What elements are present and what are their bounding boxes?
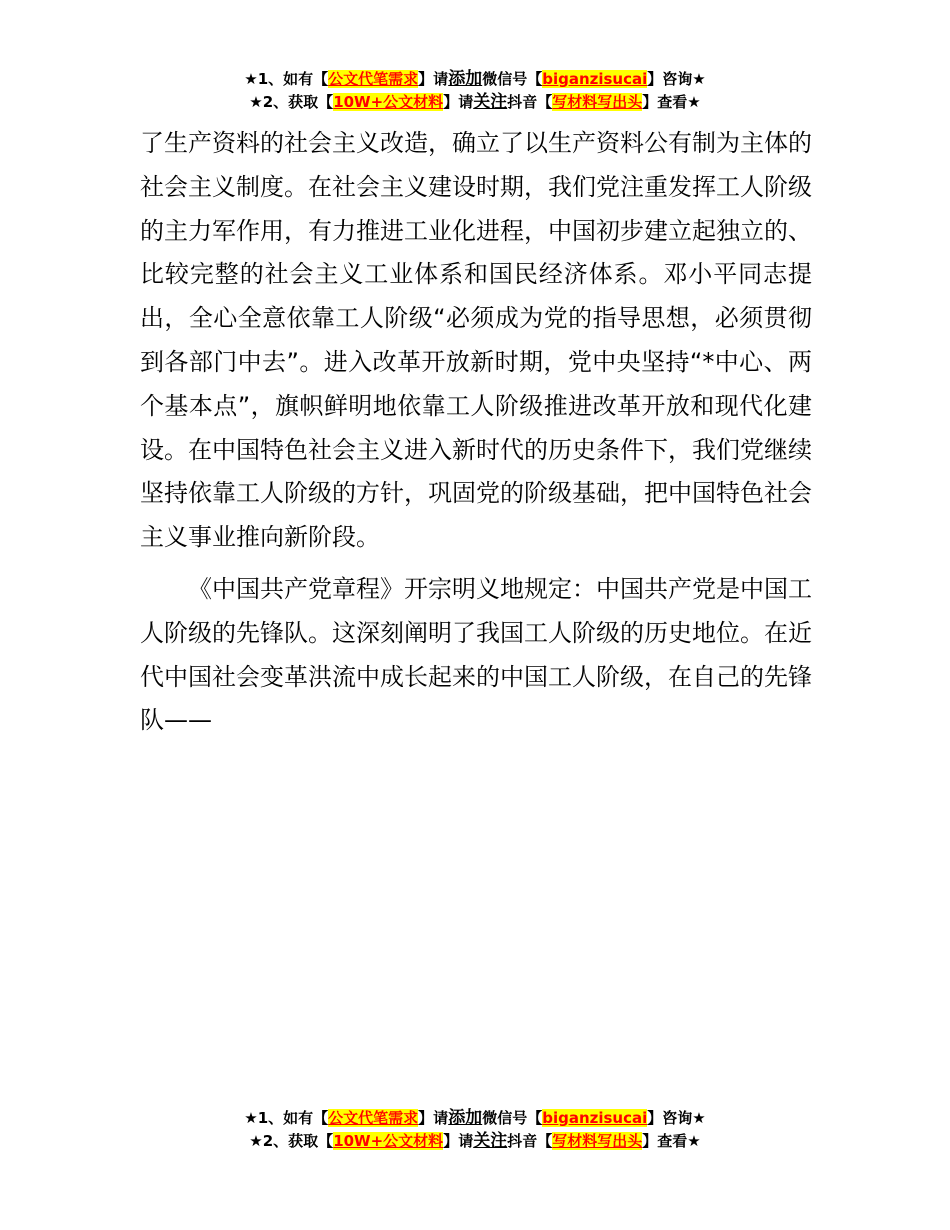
banner-text: 】请: [418, 1109, 449, 1127]
paragraph: 《中国共产党章程》开宗明义地规定：中国共产党是中国工人阶级的先锋队。这深刻阐明了我国工人阶级的历史地位。在近代中国社会变革洪流中成长起来的中国工人阶级，在自己的先锋队——: [140, 574, 812, 735]
banner-line-2: [0, 1130, 950, 1153]
banner-highlight: biganzisucai: [542, 70, 648, 88]
banner-emphasis: 关注: [473, 1131, 508, 1151]
paragraph: 了生产资料的社会主义改造，确立了以生产资料公有制为主体的社会主义制度。在社会主义建设时期，我们党注重发挥工人阶级的主力军作用，有力推进工业化进程，中国初步建立起独立的、比较完整的社会主义工业体系和国民经济体系。邓小平同志提出，全心全意依靠工人阶级“必须成为党的指导思想，必须贯彻到各部门中去”。进入改革开放新时期，党中央坚持“*中心、两个基本点”，旗帜鲜明地依靠工人阶级推进改革开放和现代化建设。在中国特色社会主义进入新时代的历史条件下，我们党继续坚持依靠工人阶级的方针，巩固党的阶级基础，把中国特色社会主义事业推向新阶段。: [140, 129, 812, 552]
banner-line-2: [0, 91, 950, 114]
banner-emphasis: 添加: [448, 1108, 483, 1128]
banner-text: 微信号【: [482, 1109, 543, 1127]
banner-text: 】请: [443, 1132, 474, 1150]
banner-text: 抖音【: [507, 1132, 553, 1150]
banner-text: 】请: [418, 70, 449, 88]
banner-text: 】查看★: [642, 93, 701, 111]
banner-highlight: biganzisucai: [542, 1109, 648, 1127]
banner-text: 】咨询★: [647, 1109, 706, 1127]
banner-highlight: 10W+公文材料: [333, 1132, 444, 1150]
banner-text: ★1、如有【: [244, 1109, 329, 1127]
banner-highlight: 10W+公文材料: [333, 93, 444, 111]
banner-text: 】请: [443, 93, 474, 111]
banner-text: 】咨询★: [647, 70, 706, 88]
banner-text: 抖音【: [507, 93, 553, 111]
banner-highlight: 写材料写出头: [552, 1132, 643, 1150]
footer-banner: [0, 1107, 950, 1153]
banner-text: ★2、获取【: [249, 1132, 334, 1150]
document-body: [140, 122, 812, 743]
banner-line-1: [0, 1107, 950, 1130]
banner-text: ★1、如有【: [244, 70, 329, 88]
banner-text: 微信号【: [482, 70, 543, 88]
banner-text: 】查看★: [642, 1132, 701, 1150]
banner-emphasis: 关注: [473, 92, 508, 112]
header-banner: [0, 68, 950, 114]
banner-highlight: 公文代笔需求: [328, 1109, 419, 1127]
banner-highlight: 写材料写出头: [552, 93, 643, 111]
banner-text: ★2、获取【: [249, 93, 334, 111]
banner-emphasis: 添加: [448, 69, 483, 89]
banner-line-1: [0, 68, 950, 91]
banner-highlight: 公文代笔需求: [328, 70, 419, 88]
